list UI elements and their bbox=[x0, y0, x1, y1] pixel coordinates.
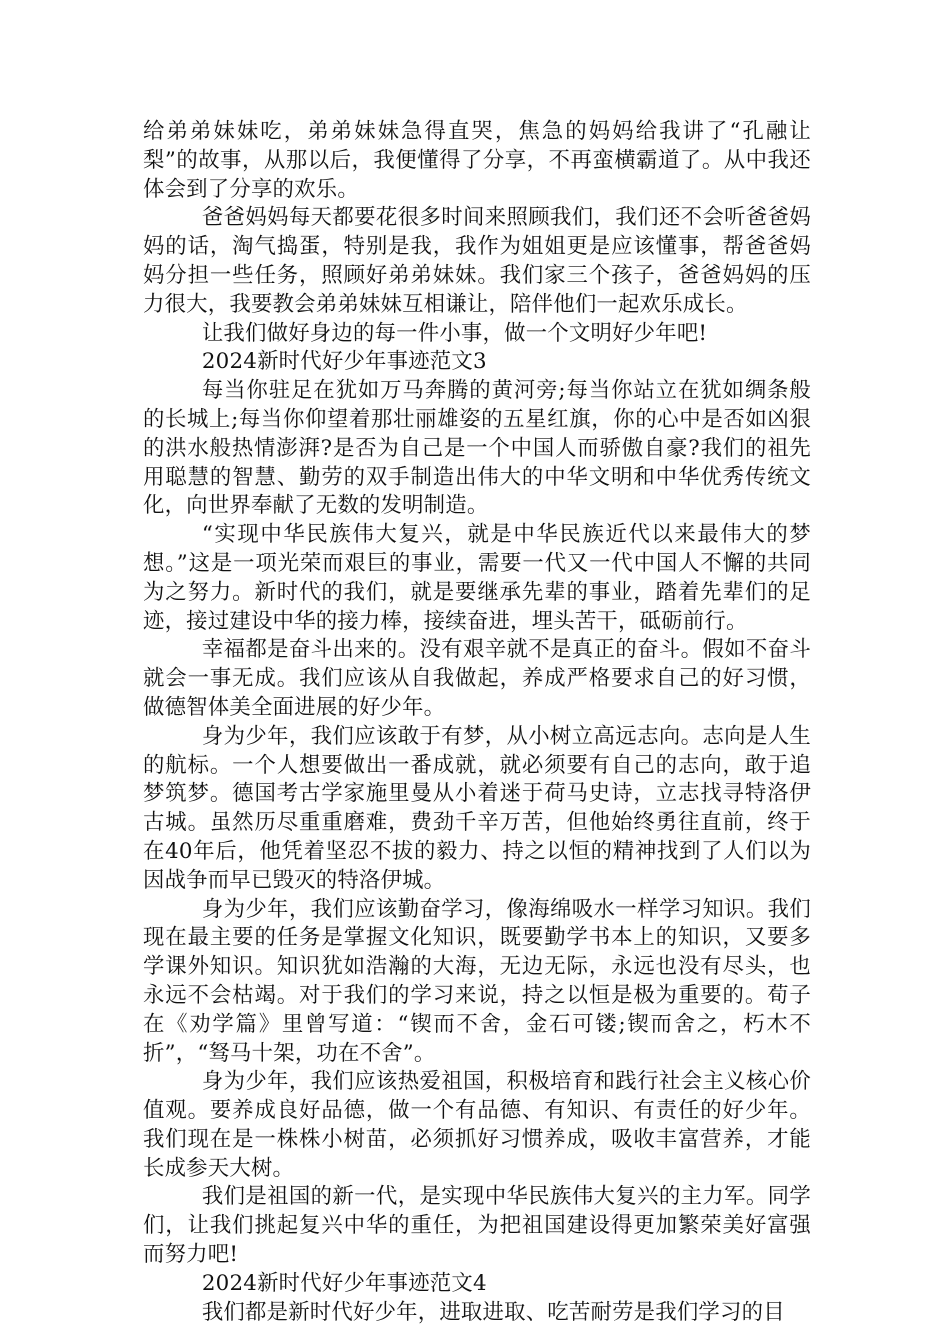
paragraph-new-era-youth: 我们都是新时代好少年，进取进取、吃苦耐劳是我们学习的目 bbox=[201, 1299, 785, 1325]
paragraph-love-country: 身为少年，我们应该热爱祖国，积极培育和践行社会主义核心价值观。要养成良好品德，做一个有品德、有知识、有责任的好少年。我们现在是一株株小树苗，必须抓好习惯养成，吸收丰富营养，才能长成参天大树。 bbox=[143, 1069, 811, 1181]
section-heading-essay-3: 2024新时代好少年事迹范文3 bbox=[201, 349, 487, 375]
paragraph-study-hard: 身为少年，我们应该勤奋学习，像海绵吸水一样学习知识。我们现在最主要的任务是掌握文化知识，既要勤学书本上的知识，又要多学课外知识。知识犹如浩瀚的大海，无边无际，永远也没有尽头，也永远不会枯竭。对于我们的学习来说，持之以恒是极为重要的。荀子在《劝学篇》里曾写道：“锲而不舍，金石可镂;锲而舍之，朽木不折”，“驽马十架，功在不舍”。 bbox=[143, 896, 811, 1066]
paragraph-sharing: 给弟弟妹妹吃，弟弟妹妹急得直哭，焦急的妈妈给我讲了“孔融让梨”的故事，从那以后，我便懂得了分享，不再蛮横霸道了。从中我还体会到了分享的欢乐。 bbox=[143, 119, 811, 202]
paragraph-yellow-river: 每当你驻足在犹如万马奔腾的黄河旁;每当你站立在犹如绸条般的长城上;每当你仰望着那壮丽雄姿的五星红旗，你的心中是否如凶狠的洪水般热情澎湃?是否为自己是一个中国人而骄傲自豪?我们的祖先用聪慧的智慧、勤劳的双手制造出伟大的中华文明和中华优秀传统文化，向世界奉献了无数的发明制造。 bbox=[143, 378, 811, 519]
paragraph-happiness-struggle: 幸福都是奋斗出来的。没有艰辛就不是真正的奋斗。假如不奋斗就会一事无成。我们应该从自我做起，养成严格要求自己的好习惯，做德智体美全面进展的好少年。 bbox=[143, 637, 811, 720]
paragraph-new-generation: 我们是祖国的新一代，是实现中华民族伟大复兴的主力军。同学们，让我们挑起复兴中华的重任，为把祖国建设得更加繁荣美好富强而努力吧! bbox=[143, 1184, 811, 1268]
paragraph-civilized-youth: 让我们做好身边的每一件小事，做一个文明好少年吧! bbox=[201, 320, 708, 346]
document-body bbox=[143, 118, 811, 1327]
paragraph-parents: 爸爸妈妈每天都要花很多时间来照顾我们，我们还不会听爸爸妈妈的话，淘气捣蛋，特别是我，我作为姐姐更是应该懂事，帮爸爸妈妈分担一些任务，照顾好弟弟妹妹。我们家三个孩子，爸爸妈妈的压力很大，我要教会弟弟妹妹互相谦让，陪伴他们一起欢乐成长。 bbox=[143, 205, 811, 317]
paragraph-rejuvenation-dream: “实现中华民族伟大复兴，就是中华民族近代以来最伟大的梦想。”这是一项光荣而艰巨的事业，需要一代又一代中国人不懈的共同为之努力。新时代的我们，就是要继承先辈的事业，踏着先辈们的足迹，接过建设中华的接力棒，接续奋进，埋头苦干，砥砺前行。 bbox=[143, 522, 811, 634]
section-heading-essay-4: 2024新时代好少年事迹范文4 bbox=[201, 1270, 487, 1296]
paragraph-dare-to-dream: 身为少年，我们应该敢于有梦，从小树立高远志向。志向是人生的航标。一个人想要做出一番成就，就必须要有自己的志向，敢于追梦筑梦。德国考古学家施里曼从小着迷于荷马史诗，立志找寻特洛伊古城。虽然历尽重重磨难，费劲千辛万苦，但他始终勇往直前，终于在40年后，他凭着坚忍不拔的毅力、持之以恒的精神找到了人们以为因战争而早已毁灭的特洛伊城。 bbox=[143, 723, 811, 893]
